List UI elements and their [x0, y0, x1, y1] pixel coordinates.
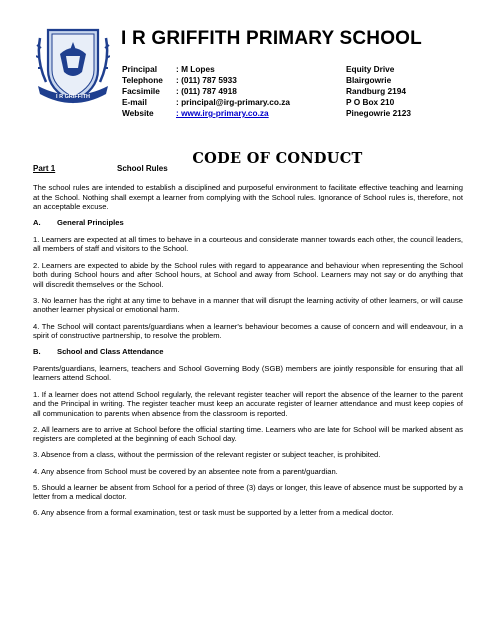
- document-body: [33, 183, 463, 524]
- address-line: Pinegowrie 2123: [346, 108, 412, 118]
- rule-paragraph: 1. If a learner does not attend School regularly, the relevant register teacher will report the absence of the learner to the parent and the Principal in writing. The register teacher must keep an accurate register of learner attendance and must keep copies of all communication to parents when absence from the classroom is reported.: [33, 389, 463, 418]
- address-line: P O Box 210: [346, 97, 395, 107]
- section-b-heading: [33, 347, 463, 357]
- contact-value: : (011) 787 5933: [176, 75, 237, 85]
- rule-paragraph: 5. Should a learner be absent from School for a period of three (3) days or longer, this leave of absence must be supported by a letter from a medical doctor.: [33, 482, 463, 502]
- rule-paragraph: 4. Any absence from School must be covered by an absentee note from a parent/guardian.: [33, 466, 338, 476]
- website-link[interactable]: : www.irg-primary.co.za: [176, 108, 269, 118]
- contact-label: Telephone: [122, 75, 163, 85]
- rule-paragraph: 3. No learner has the right at any time to behave in a manner that will disrupt the learning activity of other learners, or will cause another learner physical or emotional harm.: [33, 295, 463, 315]
- contact-value: : (011) 787 4918: [176, 86, 237, 96]
- contact-block: [122, 64, 456, 119]
- section-b-intro: Parents/guardians, learners, teachers and School Governing Body (SGB) members are jointly responsible for ensuring that all learners attend School.: [33, 363, 463, 383]
- school-name: I R GRIFFITH PRIMARY SCHOOL: [121, 28, 422, 49]
- school-crest-icon: [36, 20, 110, 108]
- contact-row-facsimile: [122, 86, 456, 97]
- section-title: General Principles: [57, 218, 124, 228]
- crest-motto: I R GRIFFITH: [56, 94, 90, 100]
- section-letter: B.: [33, 347, 41, 357]
- rule-paragraph: 4. The School will contact parents/guardians when a learner's behaviour becomes a cause of concern and will endeavour, in a spirit of constructive partnership, to resolve the problem.: [33, 321, 463, 341]
- rule-paragraph: 3. Absence from a class, without the permission of the relevant register or subject teacher, is prohibited.: [33, 450, 381, 460]
- contact-row-telephone: [122, 75, 456, 86]
- contact-label: Website: [122, 108, 154, 118]
- rule-paragraph: 6. Any absence from a formal examination, test or task must be supported by a letter from a medical doctor.: [33, 508, 394, 518]
- email-link[interactable]: : principal@irg-primary.co.za: [176, 97, 290, 107]
- part-title: School Rules: [117, 164, 168, 173]
- rule-paragraph: 2. Learners are expected to abide by the School rules with regard to appearance and behaviour when representing the School both during School hours and after School hours, at School and away from School. Learners may not say or do anything that will discredit themselves or the School.: [33, 260, 463, 289]
- address-line: Randburg 2194: [346, 86, 406, 96]
- section-title: School and Class Attendance: [57, 347, 164, 357]
- section-letter: A.: [33, 218, 41, 228]
- document-title: CODE OF CONDUCT: [192, 150, 363, 167]
- intro-paragraph: The school rules are intended to establish a disciplined and purposeful environment to facilitate effective teaching and learning at the School. Nothing shall exempt a learner from complying with the School rules. Ignorance of School rules is, therefore, not an acceptable excuse.: [33, 183, 463, 212]
- rule-paragraph: 2. All learners are to arrive at School before the official starting time. Learners who are late for School will be marked absent as registers are completed at the beginning of each School day.: [33, 424, 463, 444]
- contact-row-website: [122, 108, 456, 119]
- contact-row-email: [122, 97, 456, 108]
- contact-row-principal: [122, 64, 456, 75]
- section-a-heading: [33, 218, 463, 228]
- part-number: Part 1: [33, 164, 56, 173]
- contact-label: Facsimile: [122, 86, 160, 96]
- rule-paragraph: 1. Learners are expected at all times to behave in a courteous and considerate manner towards each other, the council leaders, all members of staff and visitors to the School.: [33, 234, 463, 254]
- address-line: Equity Drive: [346, 64, 395, 74]
- contact-label: E-mail: [122, 97, 147, 107]
- address-line: Blairgowrie: [346, 75, 392, 85]
- part-heading: [33, 164, 168, 173]
- contact-label: Principal: [122, 64, 158, 74]
- contact-value: : M Lopes: [176, 64, 215, 74]
